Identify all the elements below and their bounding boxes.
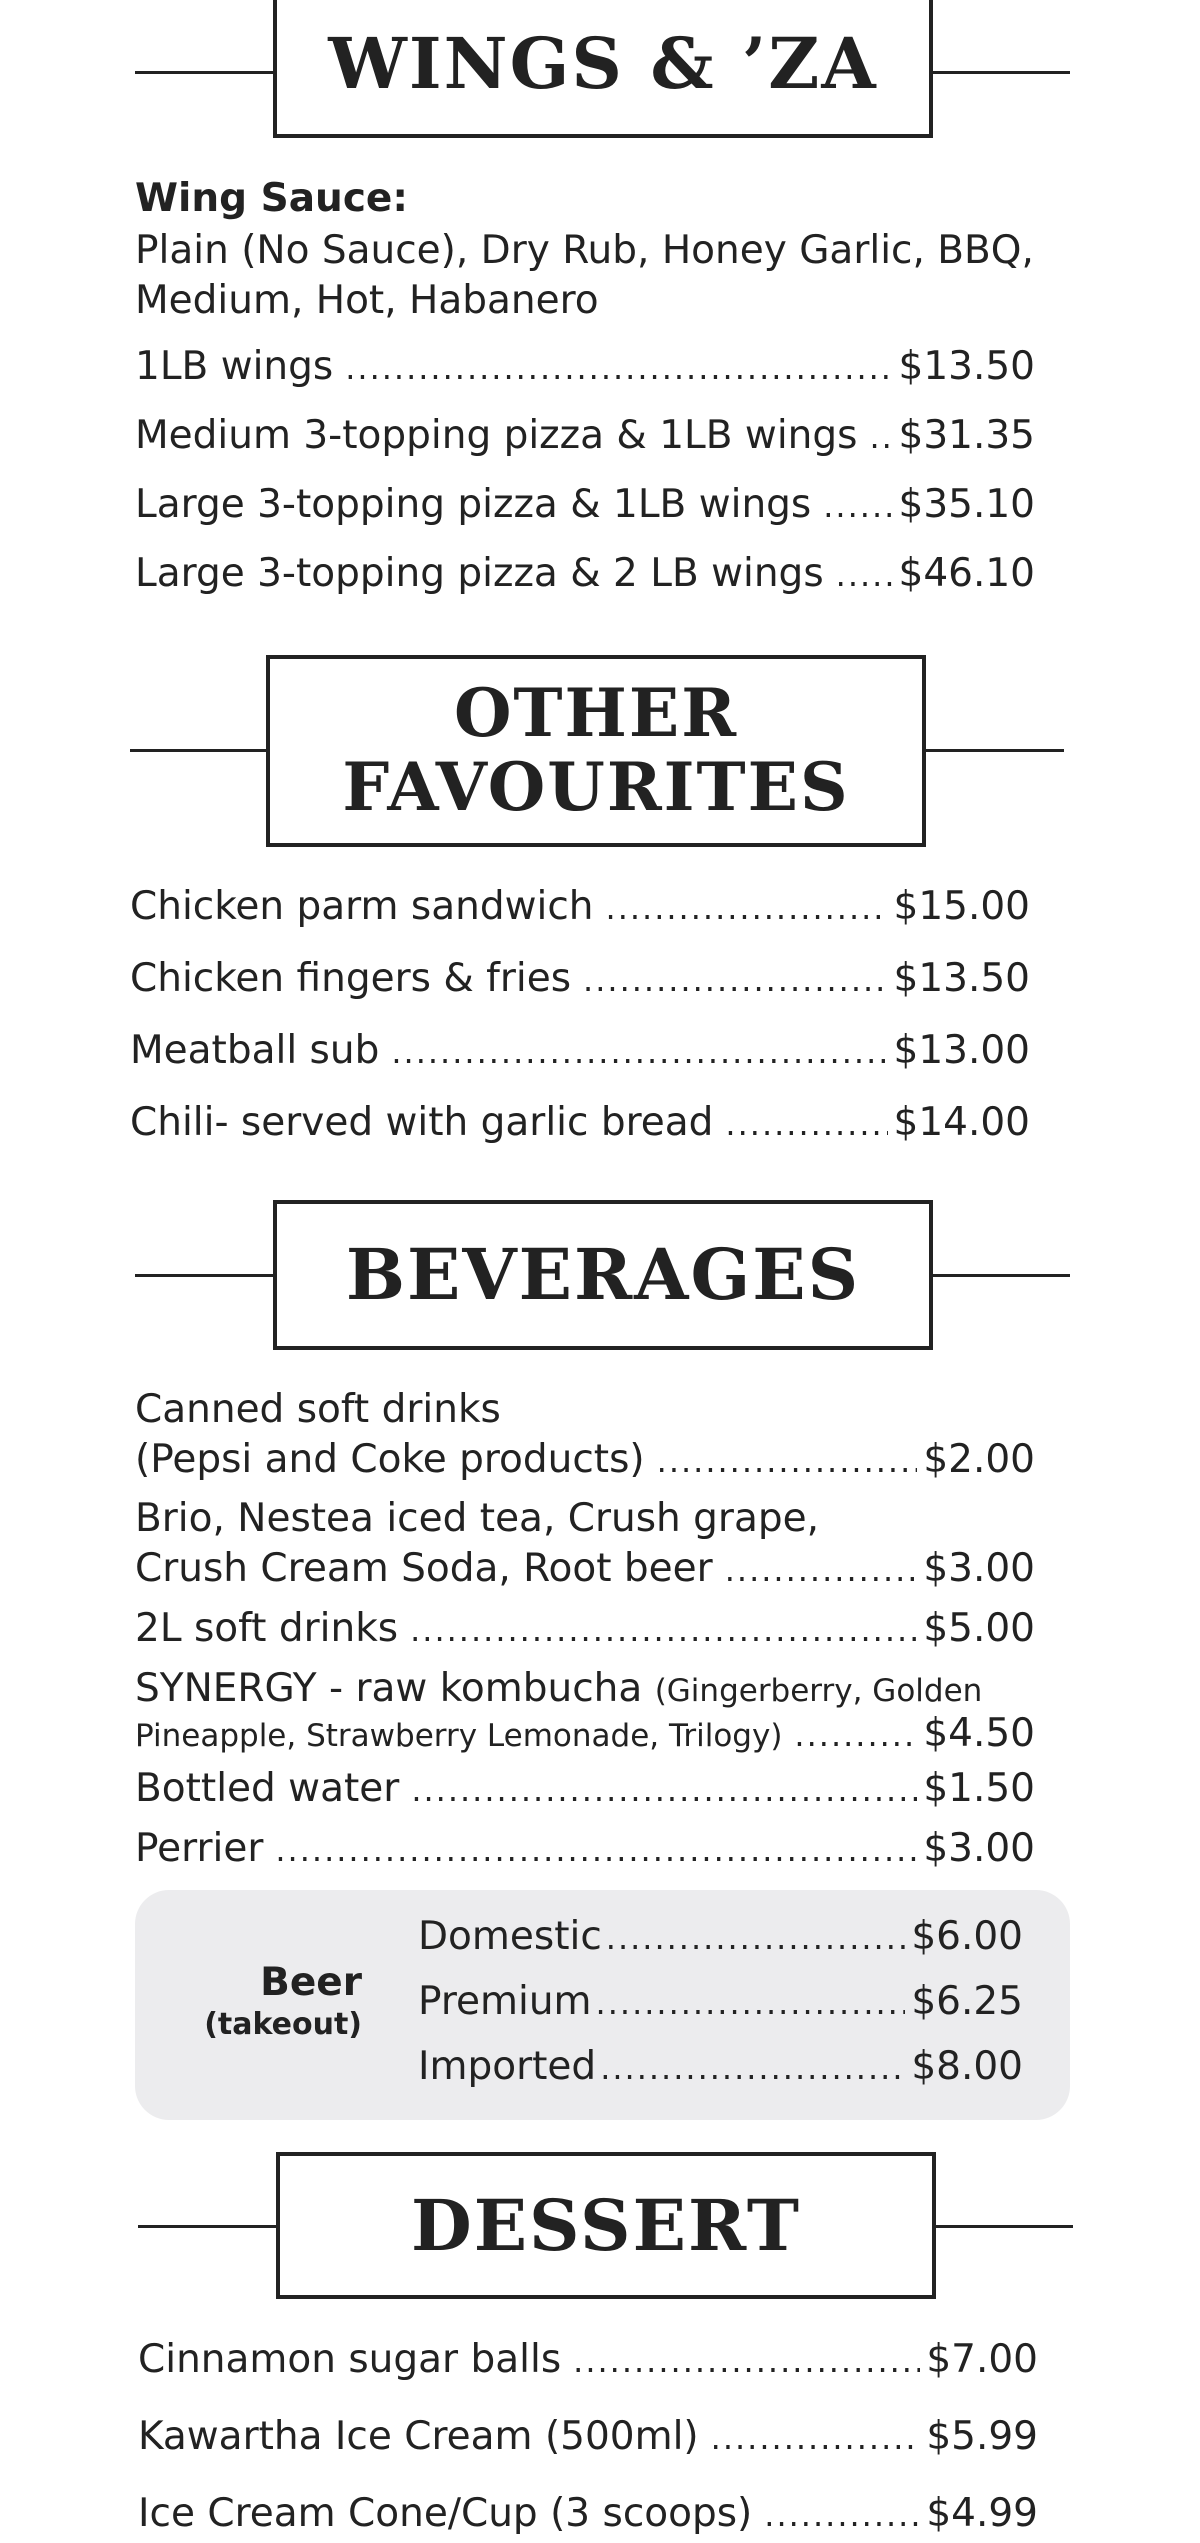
menu-item [130, 956, 1030, 1001]
header-rule-left [138, 2225, 278, 2228]
header-rule-right [930, 1274, 1070, 1277]
item-price: $31.35 [898, 413, 1035, 458]
synergy-line-1 [135, 1666, 982, 1711]
section-title-frame [266, 655, 926, 847]
item-name: Medium 3-topping pizza & 1LB wings [135, 413, 858, 458]
section-title-frame [273, 0, 933, 138]
header-rule-left [135, 1274, 275, 1277]
dot-leader [606, 889, 888, 927]
item-name: Chili- served with garlic bread [130, 1100, 714, 1145]
dessert-section-header [0, 2152, 1200, 2302]
menu-item [135, 1766, 1035, 1811]
item-name: Large 3-topping pizza & 1LB wings [135, 482, 812, 527]
menu-item [138, 2337, 1038, 2382]
dot-leader [596, 1984, 906, 2022]
menu-item [130, 1100, 1030, 1145]
dot-leader [725, 1551, 918, 1589]
item-name: Kawartha Ice Cream (500ml) [138, 2414, 699, 2459]
item-name: Meatball sub [130, 1028, 380, 1073]
item-name: Imported [418, 2044, 597, 2089]
item-price: $6.25 [911, 1979, 1023, 2024]
item-price: $6.00 [911, 1914, 1023, 1959]
item-name: Pineapple, Strawberry Lemonade, Trilogy) [135, 1718, 783, 1754]
item-price: $3.00 [923, 1546, 1035, 1591]
wing-sauce-label: Wing Sauce: [135, 176, 408, 221]
beer-item [418, 1914, 1023, 1959]
menu-item [135, 482, 1035, 527]
menu-item [138, 2491, 1038, 2536]
header-rule-right [933, 2225, 1073, 2228]
item-price: $13.50 [893, 956, 1030, 1001]
item-name: Chicken parm sandwich [130, 884, 594, 929]
item-name: Premium [418, 1979, 592, 2024]
synergy-flavours: (Gingerberry, Golden [654, 1673, 983, 1709]
item-price: $7.00 [926, 2337, 1038, 2382]
item-name: Domestic [418, 1914, 602, 1959]
dot-leader [606, 1919, 906, 1957]
menu-item [135, 413, 1035, 458]
item-name: Crush Cream Soda, Root beer [135, 1546, 713, 1591]
section-title: DESSERT [410, 2183, 801, 2267]
brio-line-1: Brio, Nestea iced tea, Crush grape, [135, 1496, 820, 1541]
menu-item [130, 884, 1030, 929]
header-rule-left [135, 71, 275, 74]
dot-leader [583, 961, 887, 999]
item-price: $5.00 [923, 1606, 1035, 1651]
item-price: $1.50 [923, 1766, 1035, 1811]
item-price: $2.00 [923, 1437, 1035, 1482]
header-rule-left [130, 749, 268, 752]
dot-leader [391, 1033, 887, 1071]
menu-item [130, 1028, 1030, 1073]
beer-item [418, 2044, 1023, 2089]
item-name: Perrier [135, 1826, 264, 1871]
dot-leader [794, 1716, 917, 1754]
item-name: 1LB wings [135, 344, 334, 389]
dot-leader [657, 1442, 918, 1480]
item-name: Chicken fingers & fries [130, 956, 572, 1001]
dot-leader [275, 1831, 917, 1869]
dot-leader [764, 2496, 920, 2534]
beer-title: Beer [260, 1960, 362, 2005]
section-title-frame [276, 2152, 936, 2299]
beverages-section-header [0, 1200, 1200, 1352]
dot-leader [869, 418, 892, 456]
dot-leader [600, 2049, 905, 2087]
menu-item [135, 1826, 1035, 1871]
item-name: Ice Cream Cone/Cup (3 scoops) [138, 2491, 753, 2536]
wing-sauce-options-line-2: Medium, Hot, Habanero [135, 278, 599, 323]
canned-drinks-line-1: Canned soft drinks [135, 1387, 501, 1432]
item-price: $8.00 [911, 2044, 1023, 2089]
menu-item [135, 1546, 1035, 1591]
dot-leader [345, 349, 892, 387]
dot-leader [836, 556, 893, 594]
item-price: $14.00 [893, 1100, 1030, 1145]
section-title-frame [273, 1200, 933, 1350]
section-title: OTHER FAVOURITES [342, 674, 850, 826]
item-price: $3.00 [923, 1826, 1035, 1871]
menu-item [135, 344, 1035, 389]
dot-leader [711, 2419, 921, 2457]
dot-leader [823, 487, 892, 525]
item-price: $15.00 [893, 884, 1030, 929]
favourites-section-header [0, 655, 1200, 850]
item-price: $35.10 [898, 482, 1035, 527]
menu-item [135, 551, 1035, 596]
menu-item [135, 1711, 1035, 1756]
item-name: Large 3-topping pizza & 2 LB wings [135, 551, 824, 596]
item-name: Cinnamon sugar balls [138, 2337, 562, 2382]
dot-leader [573, 2342, 920, 2380]
item-price: $4.50 [923, 1711, 1035, 1756]
section-title: BEVERAGES [345, 1233, 861, 1316]
item-price: $4.99 [926, 2491, 1038, 2536]
item-price: $13.00 [893, 1028, 1030, 1073]
item-price: $5.99 [926, 2414, 1038, 2459]
item-price: $46.10 [898, 551, 1035, 596]
beer-item [418, 1979, 1023, 2024]
dot-leader [410, 1611, 917, 1649]
menu-item [138, 2414, 1038, 2459]
header-rule-right [930, 71, 1070, 74]
item-price: $13.50 [898, 344, 1035, 389]
item-name: 2L soft drinks [135, 1606, 399, 1651]
wing-sauce-options-line-1: Plain (No Sauce), Dry Rub, Honey Garlic, BBQ, [135, 228, 1034, 273]
dot-leader [411, 1771, 917, 1809]
dot-leader [725, 1105, 887, 1143]
item-name: Bottled water [135, 1766, 400, 1811]
wings-section-header [0, 0, 1200, 140]
synergy-name: SYNERGY - raw kombucha [135, 1666, 643, 1711]
menu-item [135, 1606, 1035, 1651]
item-name: (Pepsi and Coke products) [135, 1437, 645, 1482]
header-rule-right [924, 749, 1064, 752]
section-title: WINGS & ’ZA [328, 22, 878, 105]
menu-item [135, 1437, 1035, 1482]
beer-subtitle: (takeout) [204, 2007, 362, 2042]
